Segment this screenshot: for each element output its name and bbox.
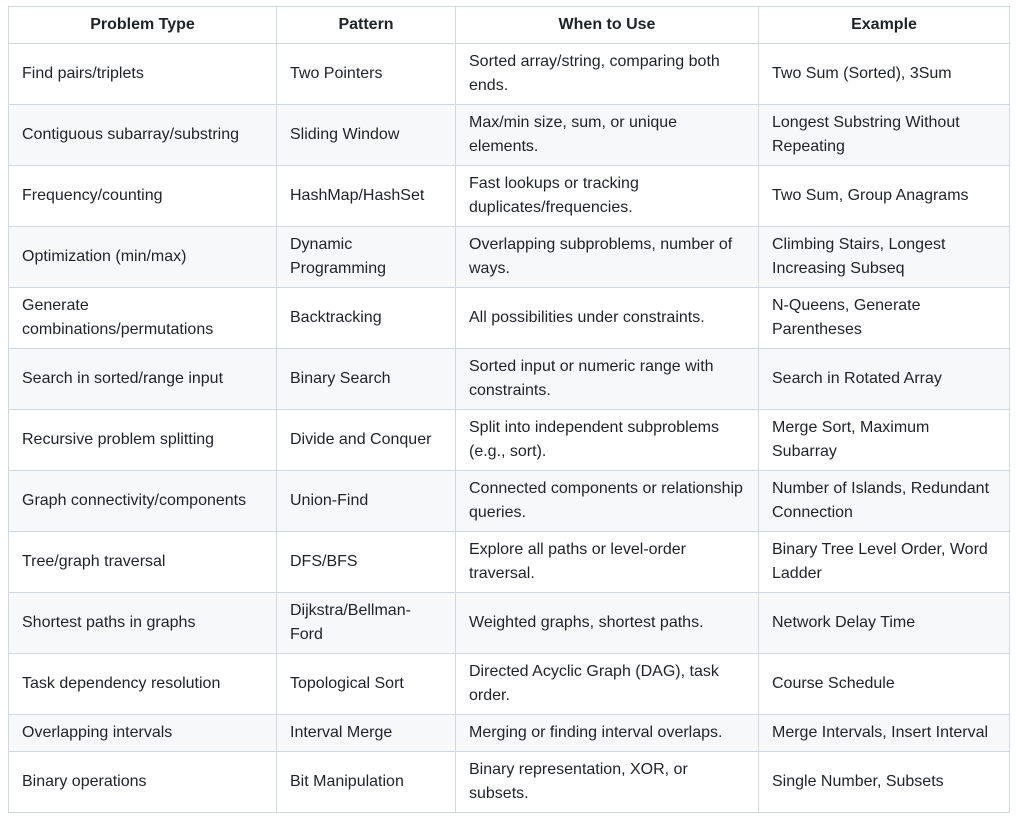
cell-pattern: Topological Sort xyxy=(277,654,456,715)
header-example: Example xyxy=(759,7,1010,44)
cell-example: Single Number, Subsets xyxy=(759,752,1010,813)
table-row xyxy=(9,532,1010,593)
cell-problem-type: Binary operations xyxy=(9,752,277,813)
cell-pattern: Binary Search xyxy=(277,349,456,410)
header-row xyxy=(9,7,1010,44)
cell-pattern: Backtracking xyxy=(277,288,456,349)
table-row xyxy=(9,227,1010,288)
cell-problem-type: Shortest paths in graphs xyxy=(9,593,277,654)
cell-example: Two Sum (Sorted), 3Sum xyxy=(759,44,1010,105)
cell-when-to-use: Fast lookups or tracking duplicates/frequencies. xyxy=(456,166,759,227)
cell-problem-type: Frequency/counting xyxy=(9,166,277,227)
cell-when-to-use: Split into independent subproblems (e.g., sort). xyxy=(456,410,759,471)
cell-pattern: Sliding Window xyxy=(277,105,456,166)
cell-example: Number of Islands, Redundant Connection xyxy=(759,471,1010,532)
cell-problem-type: Recursive problem splitting xyxy=(9,410,277,471)
cell-pattern: Union-Find xyxy=(277,471,456,532)
cell-problem-type: Generate combinations/permutations xyxy=(9,288,277,349)
cell-when-to-use: Connected components or relationship queries. xyxy=(456,471,759,532)
cell-example: Course Schedule xyxy=(759,654,1010,715)
table-row xyxy=(9,349,1010,410)
cell-pattern: Dijkstra/Bellman-Ford xyxy=(277,593,456,654)
table-row xyxy=(9,715,1010,752)
table-row xyxy=(9,288,1010,349)
cell-when-to-use: Binary representation, XOR, or subsets. xyxy=(456,752,759,813)
cell-example: Network Delay Time xyxy=(759,593,1010,654)
cell-example: Search in Rotated Array xyxy=(759,349,1010,410)
table-row xyxy=(9,471,1010,532)
cell-when-to-use: Overlapping subproblems, number of ways. xyxy=(456,227,759,288)
cell-example: Merge Sort, Maximum Subarray xyxy=(759,410,1010,471)
cell-when-to-use: Max/min size, sum, or unique elements. xyxy=(456,105,759,166)
cell-when-to-use: Explore all paths or level-order traversal. xyxy=(456,532,759,593)
table-body xyxy=(9,44,1010,813)
header-when-to-use: When to Use xyxy=(456,7,759,44)
cell-example: Longest Substring Without Repeating xyxy=(759,105,1010,166)
table-row xyxy=(9,752,1010,813)
table-header xyxy=(9,7,1010,44)
table-row xyxy=(9,44,1010,105)
cell-problem-type: Overlapping intervals xyxy=(9,715,277,752)
header-pattern: Pattern xyxy=(277,7,456,44)
cell-when-to-use: Merging or finding interval overlaps. xyxy=(456,715,759,752)
cell-example: Two Sum, Group Anagrams xyxy=(759,166,1010,227)
cell-when-to-use: Sorted array/string, comparing both ends. xyxy=(456,44,759,105)
cell-when-to-use: All possibilities under constraints. xyxy=(456,288,759,349)
cell-pattern: Interval Merge xyxy=(277,715,456,752)
cell-problem-type: Search in sorted/range input xyxy=(9,349,277,410)
cell-pattern: Bit Manipulation xyxy=(277,752,456,813)
cell-problem-type: Task dependency resolution xyxy=(9,654,277,715)
patterns-table-container xyxy=(8,6,1009,813)
patterns-table xyxy=(8,6,1010,813)
cell-example: N-Queens, Generate Parentheses xyxy=(759,288,1010,349)
table-row xyxy=(9,654,1010,715)
cell-when-to-use: Sorted input or numeric range with constraints. xyxy=(456,349,759,410)
cell-when-to-use: Directed Acyclic Graph (DAG), task order. xyxy=(456,654,759,715)
table-row xyxy=(9,105,1010,166)
table-row xyxy=(9,593,1010,654)
header-problem-type: Problem Type xyxy=(9,7,277,44)
cell-problem-type: Find pairs/triplets xyxy=(9,44,277,105)
cell-problem-type: Tree/graph traversal xyxy=(9,532,277,593)
cell-pattern: DFS/BFS xyxy=(277,532,456,593)
cell-pattern: Divide and Conquer xyxy=(277,410,456,471)
cell-pattern: HashMap/HashSet xyxy=(277,166,456,227)
cell-example: Climbing Stairs, Longest Increasing Subseq xyxy=(759,227,1010,288)
cell-example: Merge Intervals, Insert Interval xyxy=(759,715,1010,752)
cell-pattern: Two Pointers xyxy=(277,44,456,105)
cell-pattern: Dynamic Programming xyxy=(277,227,456,288)
table-row xyxy=(9,166,1010,227)
cell-problem-type: Contiguous subarray/substring xyxy=(9,105,277,166)
cell-example: Binary Tree Level Order, Word Ladder xyxy=(759,532,1010,593)
cell-problem-type: Optimization (min/max) xyxy=(9,227,277,288)
cell-problem-type: Graph connectivity/components xyxy=(9,471,277,532)
cell-when-to-use: Weighted graphs, shortest paths. xyxy=(456,593,759,654)
table-row xyxy=(9,410,1010,471)
